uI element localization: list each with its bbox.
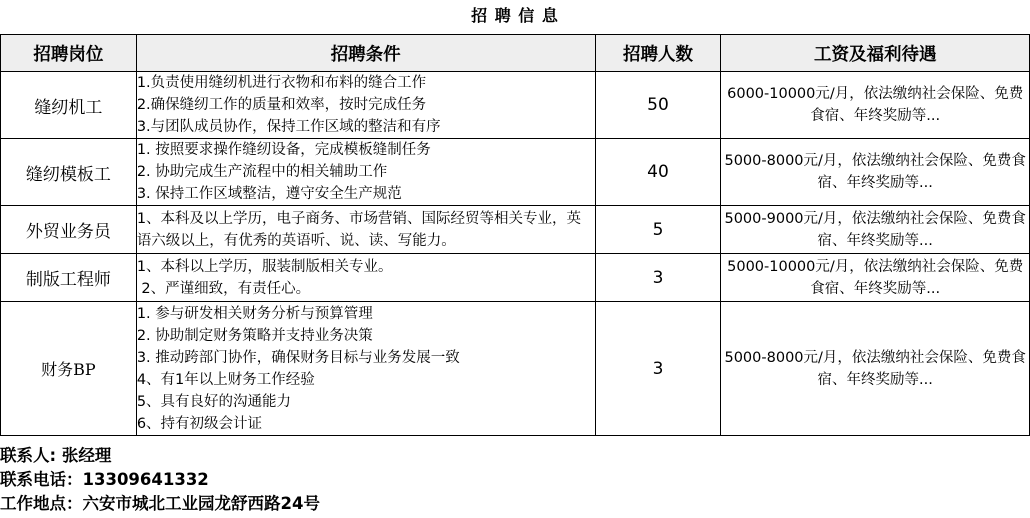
salary-cell: 5000-8000元/月，依法缴纳社会保险、免费食宿、年终奖励等... [721, 302, 1030, 436]
salary-cell: 5000-8000元/月，依法缴纳社会保险、免费食宿、年终奖励等... [721, 139, 1030, 206]
contact-person: 联系人: 张经理 [0, 446, 112, 465]
contact-info [0, 444, 320, 516]
position-cell: 外贸业务员 [1, 206, 137, 254]
position-cell: 缝纫机工 [1, 72, 137, 139]
requirement-line: 1、本科以上学历，服装制版相关专业。 [136, 258, 393, 275]
headcount-cell: 50 [595, 72, 721, 139]
headcount-cell: 3 [595, 254, 721, 302]
table-row [1, 254, 1030, 302]
requirement-line: 1.负责使用缝纫机进行衣物和布料的缝合工作 [136, 75, 427, 91]
requirement-line: 2. 协助制定财务策略并支持业务决策 [136, 327, 373, 344]
requirements-cell [136, 302, 595, 436]
requirement-line: 1. 参与研发相关财务分析与预算管理 [136, 305, 373, 322]
headcount-cell: 40 [595, 139, 721, 206]
salary-cell: 5000-9000元/月，依法缴纳社会保险、免费食宿、年终奖励等... [721, 206, 1030, 254]
requirement-line: 4、有1年以上财务工作经验 [136, 371, 315, 388]
headcount-cell: 3 [595, 302, 721, 436]
recruitment-table [0, 34, 1030, 436]
contact-phone: 联系电话：13309641332 [0, 470, 209, 489]
requirement-line: 3. 保持工作区域整洁，遵守安全生产规范 [136, 186, 402, 202]
requirement-line: 3. 推动跨部门协作，确保财务目标与业务发展一致 [136, 349, 460, 366]
headcount-cell: 5 [595, 206, 721, 254]
requirement-line: 3.与团队成员协作，保持工作区域的整洁和有序 [136, 119, 441, 135]
table-row [1, 72, 1030, 139]
requirement-line: 2.确保缝纫工作的质量和效率，按时完成任务 [136, 97, 427, 113]
requirements-cell [136, 206, 595, 254]
salary-cell: 6000-10000元/月，依法缴纳社会保险、免费食宿、年终奖励等... [721, 72, 1030, 139]
requirements-cell [136, 72, 595, 139]
requirement-line: 2、严谨细致，有责任心。 [136, 280, 311, 297]
table-header-row [1, 35, 1030, 72]
position-cell: 缝纫模板工 [1, 139, 137, 206]
position-cell: 财务BP [1, 302, 137, 436]
requirement-line: 6、持有初级会计证 [136, 415, 263, 432]
requirement-line: 5、具有良好的沟通能力 [136, 393, 292, 410]
header-position: 招聘岗位 [1, 35, 137, 72]
requirements-cell [136, 254, 595, 302]
requirements-cell [136, 139, 595, 206]
header-salary-benefits: 工资及福利待遇 [721, 35, 1030, 72]
header-headcount: 招聘人数 [595, 35, 721, 72]
table-row [1, 206, 1030, 254]
requirement-line: 1、本科及以上学历，电子商务、市场营销、国际经贸等相关专业，英语六级以上，有优秀的英语听、说、读、写能力。 [136, 210, 582, 249]
position-cell: 制版工程师 [1, 254, 137, 302]
requirement-line: 2. 协助完成生产流程中的相关辅助工作 [136, 164, 388, 180]
page-title: 招 聘 信 息 [471, 6, 559, 25]
table-row [1, 139, 1030, 206]
requirement-line: 1. 按照要求操作缝纫设备，完成模板缝制任务 [136, 142, 431, 158]
header-requirements: 招聘条件 [136, 35, 595, 72]
table-row [1, 302, 1030, 436]
salary-cell: 5000-10000元/月，依法缴纳社会保险、免费食宿、年终奖励等... [721, 254, 1030, 302]
work-address: 工作地点：六安市城北工业园龙舒西路24号 [0, 494, 320, 513]
